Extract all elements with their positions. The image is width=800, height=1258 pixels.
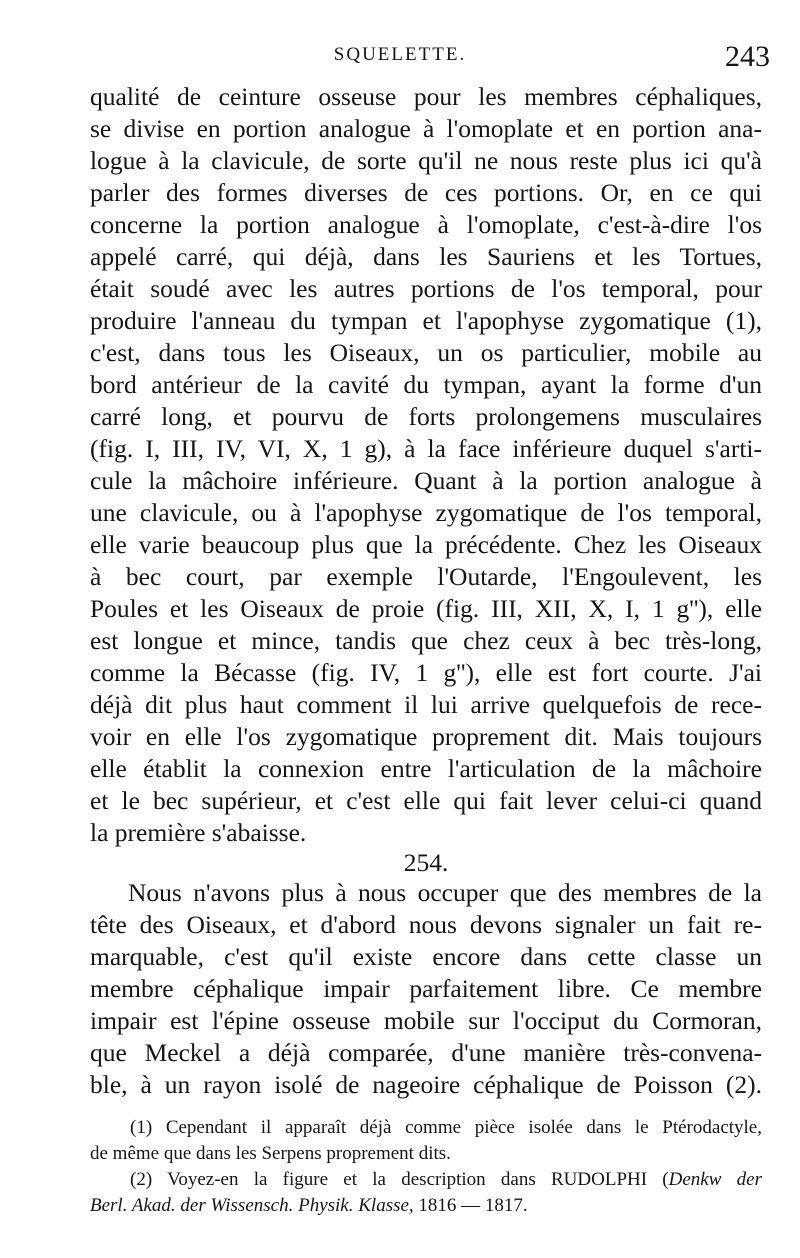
paragraph-2-line: membre céphalique impair parfaitement libre. Ce membre: [90, 974, 762, 1003]
paragraph-1-line: était soudé avec les autres portions de l'os temporal, pour: [90, 274, 762, 303]
paragraph-1-line: cule la mâchoire inférieure. Quant à la portion analogue à: [90, 466, 762, 495]
footnote-2-line: [90, 1192, 762, 1220]
paragraph-1-line: logue à la clavicule, de sorte qu'il ne nous reste plus ici qu'à: [90, 146, 762, 175]
paragraph-1-line: la première s'abaisse.: [90, 818, 307, 847]
paragraph-2-line: impair est l'épine osseuse mobile sur l'occiput du Cormoran,: [90, 1006, 762, 1035]
paragraph-1-line: (fig. I, III, IV, VI, X, 1 g), à la face inférieure duquel s'arti-: [90, 434, 762, 463]
paragraph-1-line: c'est, dans tous les Oiseaux, un os particulier, mobile au: [90, 338, 762, 367]
paragraph-1-line: Poules et les Oiseaux de proie (fig. III, XII, X, I, 1 g''), elle: [90, 594, 762, 623]
running-head-title: SQUELETTE.: [333, 44, 467, 65]
paragraph-1-line: produire l'anneau du tympan et l'apophyse zygomatique (1),: [90, 306, 762, 335]
footnote-2-text: (2) Voyez-en la figure et la description dans RUDOLPHI (: [130, 1169, 669, 1190]
paragraph-1-line: se divise en portion analogue à l'omoplate et en portion ana-: [90, 114, 762, 143]
paragraph-2-line: ble, à un rayon isolé de nageoire céphalique de Poisson (2).: [90, 1070, 762, 1099]
paragraph-2-line: tête des Oiseaux, et d'abord nous devons signaler un fait re-: [90, 910, 762, 939]
paragraph-1-line: qualité de ceinture osseuse pour les membres céphaliques,: [90, 82, 762, 111]
paragraph-1-line: voir en elle l'os zygomatique proprement dit. Mais toujours: [90, 722, 762, 751]
paragraph-1-line: concerne la portion analogue à l'omoplate, c'est-à-dire l'os: [90, 210, 762, 239]
footnote-1-line: de même que dans les Serpens proprement dits.: [90, 1143, 451, 1164]
footnote-2-work-title: Berl. Akad. der Wissensch. Physik. Klasse: [90, 1195, 409, 1216]
section-number: 254.: [403, 848, 449, 877]
footnote-2-work-title: Denkw der: [668, 1169, 762, 1190]
paragraph-1-line: bord antérieur de la cavité du tympan, ayant la forme d'un: [90, 370, 762, 399]
paragraph-2-line: marquable, c'est qu'il existe encore dans cette classe un: [90, 942, 762, 971]
footnote-2-years: , 1816 — 1817.: [408, 1195, 528, 1216]
paragraph-1-line: à bec court, par exemple l'Outarde, l'Engoulevent, les: [90, 562, 762, 591]
paragraph-1-line: et le bec supérieur, et c'est elle qui fait lever celui-ci quand: [90, 786, 762, 815]
footnote-1-line: (1) Cependant il apparaît déjà comme pièce isolée dans le Ptérodactyle,: [130, 1117, 762, 1138]
paragraph-1-line: carré long, et pourvu de forts prolongemens musculaires: [90, 402, 762, 431]
paragraph-1-line: appelé carré, qui déjà, dans les Sauriens et les Tortues,: [90, 242, 762, 271]
running-head: [0, 40, 800, 80]
paragraph-2-line: que Meckel a déjà comparée, d'une manière très-convena-: [90, 1038, 762, 1067]
paragraph-1-line: comme la Bécasse (fig. IV, 1 g''), elle est fort courte. J'ai: [90, 658, 762, 687]
paragraph-1-line: parler des formes diverses de ces portions. Or, en ce qui: [90, 178, 762, 207]
paragraph-2-line: Nous n'avons plus à nous occuper que des membres de la: [128, 878, 762, 907]
footnote-2-line: [90, 1166, 762, 1194]
paragraph-1-line: elle établit la connexion entre l'articulation de la mâchoire: [90, 754, 762, 783]
page-number: 243: [725, 40, 770, 73]
paragraph-1-line: déjà dit plus haut comment il lui arrive quelquefois de rece-: [90, 690, 762, 719]
paragraph-1-line: est longue et mince, tandis que chez ceux à bec très-long,: [90, 626, 762, 655]
paragraph-1-line: elle varie beaucoup plus que la précédente. Chez les Oiseaux: [90, 530, 762, 559]
paragraph-1-line: une clavicule, ou à l'apophyse zygomatique de l'os temporal,: [90, 498, 762, 527]
